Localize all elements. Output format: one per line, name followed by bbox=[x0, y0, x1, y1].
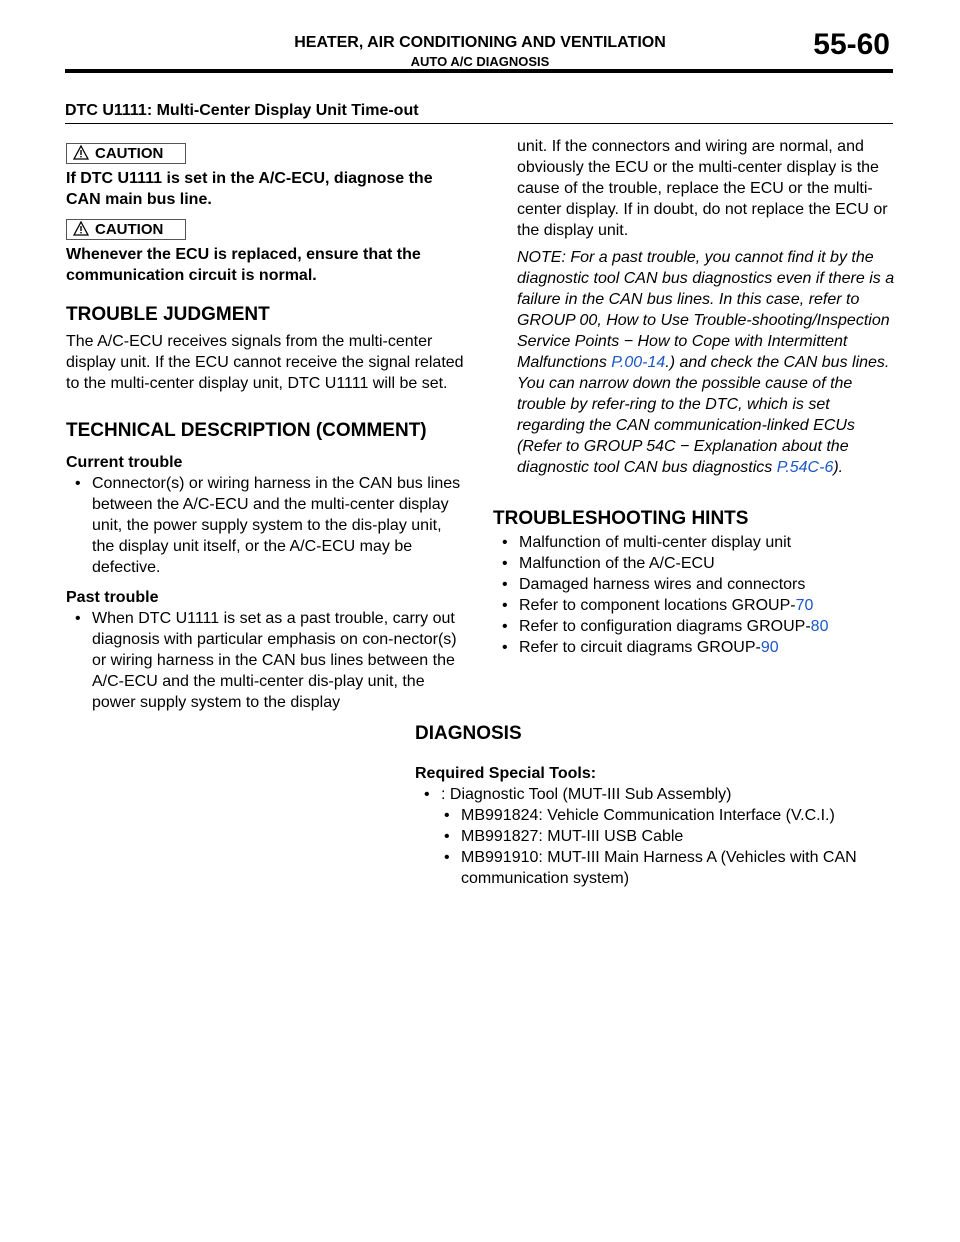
trouble-judgment-text: The A/C-ECU receives signals from the multi-center display unit. If the ECU cannot receive the signal related to the multi-center display unit, DTC U1111 will be set. bbox=[66, 333, 464, 392]
list-item bbox=[72, 473, 466, 578]
list-item-text: Connector(s) or wiring harness in the CAN bus lines between the A/C-ECU and the multi-center display unit, the power supply system to the dis-play unit, the display unit itself, or the A/C-ECU may be defective. bbox=[92, 475, 461, 576]
bullet-icon: • bbox=[502, 534, 508, 551]
list-item bbox=[499, 595, 895, 616]
bullet-icon: • bbox=[444, 807, 450, 824]
note-text: NOTE: For a past trouble, you cannot find it by the diagnostic tool CAN bus diagnostics even if there is a failure in the CAN bus lines. In this case, refer to GROUP 00, How to Use Trouble-shooting/Inspection Service Points − How to Cope with Intermittent Malfunctions bbox=[517, 249, 895, 371]
caution-label: CAUTION bbox=[95, 145, 164, 162]
list-item-text: Refer to component locations GROUP- bbox=[519, 597, 796, 614]
subtools-list bbox=[415, 805, 895, 889]
page-link[interactable]: P.54C-6 bbox=[776, 459, 834, 476]
warning-icon bbox=[73, 145, 89, 160]
technical-description-heading: TECHNICAL DESCRIPTION (COMMENT) bbox=[66, 420, 427, 441]
bullet-icon: • bbox=[75, 475, 81, 492]
bullet-icon: • bbox=[502, 639, 508, 656]
past-trouble-heading: Past trouble bbox=[66, 589, 159, 606]
caution-label: CAUTION bbox=[95, 221, 164, 238]
list-item-text: When DTC U1111 is set as a past trouble, carry out diagnosis with particular emphasis on con-nector(s) or wiring harness in the CAN bus lines between the A/C-ECU and the multi-center dis-play unit, the power supply system to the display bbox=[92, 610, 457, 711]
list-item-text: Refer to circuit diagrams GROUP- bbox=[519, 639, 761, 656]
list-item-text: MB991824: Vehicle Communication Interface (V.C.I.) bbox=[461, 807, 835, 824]
caution-badge bbox=[66, 219, 186, 240]
caution-text: Whenever the ECU is replaced, ensure that the communication circuit is normal. bbox=[66, 246, 421, 284]
list-item-text: MB991910: MUT-III Main Harness A (Vehicles with CAN communication system) bbox=[461, 849, 857, 887]
bullet-icon: • bbox=[444, 849, 450, 866]
current-trouble-list bbox=[66, 473, 466, 578]
diagnosis-heading: DIAGNOSIS bbox=[415, 723, 522, 744]
bullet-icon: • bbox=[502, 597, 508, 614]
list-item-text: : Diagnostic Tool (MUT-III Sub Assembly) bbox=[441, 786, 732, 803]
page-number: 55-60 bbox=[813, 28, 890, 61]
page-link[interactable]: P.00-14 bbox=[611, 354, 666, 371]
list-item bbox=[499, 532, 895, 553]
list-item bbox=[499, 616, 895, 637]
special-tools-heading: Required Special Tools: bbox=[415, 765, 597, 782]
caution-badge bbox=[66, 143, 186, 164]
list-item bbox=[441, 847, 895, 889]
past-trouble-list bbox=[66, 608, 466, 713]
header-title: HEATER, AIR CONDITIONING AND VENTILATION bbox=[294, 34, 666, 51]
header-rule bbox=[65, 69, 893, 73]
list-item bbox=[421, 784, 895, 805]
list-item bbox=[72, 608, 466, 713]
left-column bbox=[66, 143, 466, 713]
group-link[interactable]: 80 bbox=[810, 618, 829, 635]
caution-text: If DTC U1111 is set in the A/C-ECU, diagnose the CAN main bus line. bbox=[66, 170, 433, 208]
group-link[interactable]: 90 bbox=[760, 639, 779, 656]
list-item bbox=[441, 805, 895, 826]
list-item-text: Refer to configuration diagrams GROUP- bbox=[519, 618, 811, 635]
warning-icon bbox=[73, 221, 89, 236]
trouble-judgment-heading: TROUBLE JUDGMENT bbox=[66, 304, 270, 325]
header-subtitle: AUTO A/C DIAGNOSIS bbox=[410, 54, 550, 69]
diagnosis-section bbox=[415, 723, 895, 889]
list-item-text: Malfunction of multi-center display unit bbox=[519, 534, 792, 551]
bullet-icon: • bbox=[502, 555, 508, 572]
troubleshooting-hints-heading: TROUBLESHOOTING HINTS bbox=[493, 508, 749, 529]
bullet-icon: • bbox=[502, 618, 508, 635]
note-text: .) and check the CAN bus lines. You can narrow down the possible cause of the trouble by refer-ring to the DTC, which is set regarding the CAN communication-linked ECUs (Refer to GROUP 54C − Explanation about the diagnostic tool CAN bus diagnostics bbox=[517, 354, 890, 476]
list-item bbox=[499, 637, 895, 658]
note-text: ). bbox=[833, 459, 844, 476]
bullet-icon: • bbox=[444, 828, 450, 845]
bullet-icon: • bbox=[502, 576, 508, 593]
list-item-text: MB991827: MUT-III USB Cable bbox=[461, 828, 684, 845]
group-link[interactable]: 70 bbox=[795, 597, 814, 614]
bullet-icon: • bbox=[424, 786, 430, 803]
list-item-text: Damaged harness wires and connectors bbox=[519, 576, 806, 593]
dtc-rule bbox=[65, 123, 893, 124]
bullet-icon: • bbox=[75, 610, 81, 627]
note bbox=[493, 247, 895, 478]
past-trouble-continued: unit. If the connectors and wiring are normal, and obviously the ECU or the multi-center display is the cause of the trouble, replace the ECU or the multi-center display. If in doubt, do not replace the ECU or the display unit. bbox=[517, 138, 888, 239]
tools-list bbox=[415, 784, 895, 805]
dtc-title: DTC U1111: Multi-Center Display Unit Time-out bbox=[65, 102, 419, 119]
right-column bbox=[493, 136, 895, 658]
list-item bbox=[499, 553, 895, 574]
list-item bbox=[499, 574, 895, 595]
list-item bbox=[441, 826, 895, 847]
hints-list bbox=[493, 532, 895, 658]
current-trouble-heading: Current trouble bbox=[66, 454, 183, 471]
list-item-text: Malfunction of the A/C-ECU bbox=[519, 555, 715, 572]
